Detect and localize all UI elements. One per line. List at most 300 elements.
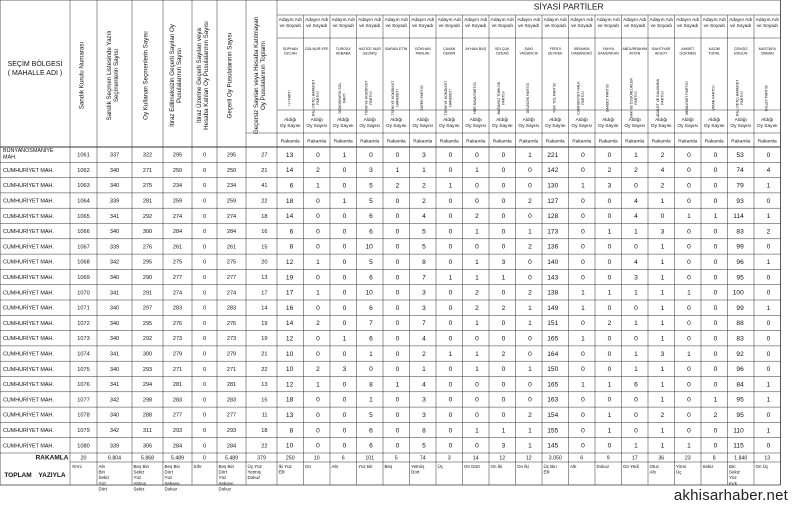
vote-count: 0 <box>316 412 320 419</box>
cell-kullanan: 288 <box>142 412 153 419</box>
total-votes: 36 <box>658 455 665 462</box>
vote-count: 1 <box>607 412 612 419</box>
candidate-name: SAKİ YAĞARCIK <box>519 47 539 56</box>
vote-count: 0 <box>687 366 691 374</box>
cell-sandik: 1067 <box>77 244 90 251</box>
district-name: CUMHURİYET MAH. <box>3 183 54 190</box>
vote-count: 0 <box>634 243 638 251</box>
vote-count: 1 <box>475 427 479 435</box>
vote-count: 0 <box>528 350 532 358</box>
vote-count: 0 <box>528 182 532 190</box>
cell-gecersiz: 17 <box>261 290 268 297</box>
vote-count: 0 <box>342 289 347 297</box>
cell-secmen: 340 <box>109 229 120 236</box>
cell-gecersiz: 21 <box>261 167 268 174</box>
candidate-name: YAHYA SAMURKAN <box>597 47 619 56</box>
total-words-sandik: Yirmi <box>71 464 82 469</box>
vote-count: 1 <box>660 197 665 205</box>
vote-count: 142 <box>547 167 559 175</box>
district-name: CUMHURİYET MAH. <box>3 167 54 174</box>
candidate-label-header: Adayın Adı ve Soyadı <box>543 18 567 29</box>
vote-count: 165 <box>547 381 559 389</box>
vote-count: 93 <box>736 197 744 205</box>
vote-count: 3 <box>422 396 426 404</box>
cell-kullanan: 292 <box>142 213 153 220</box>
cell-sandik: 1076 <box>77 382 90 389</box>
district-name: CUMHURİYET MAH. <box>3 412 54 419</box>
district-name: CUMHURİYET MAH. <box>3 443 54 450</box>
vote-count: 2 <box>634 167 638 175</box>
vote-count: 0 <box>660 213 665 221</box>
vote-count: 0 <box>448 151 453 159</box>
district-name: CUMHURİYET MAH. <box>3 244 54 251</box>
cell-secmen: 337 <box>109 152 120 159</box>
vote-count: 0 <box>581 274 585 282</box>
candidate-label-header: Adayın Adı ve Soyadı <box>517 18 541 29</box>
vote-count: 1 <box>342 151 347 159</box>
vote-count: 2 <box>607 320 612 328</box>
vote-count: 0 <box>607 243 612 251</box>
cell-secmen: 341 <box>109 290 120 297</box>
candidate-label-header: Adayın Adı ve Soyadı <box>278 18 302 29</box>
vote-count: 0 <box>342 167 347 175</box>
vote-count: 13 <box>285 151 294 159</box>
total-words-kullanan: Beş Bin Sekiz Yüz Altmış Sekiz <box>133 464 150 492</box>
candidate-name: BARAN ETİN <box>385 47 408 51</box>
cell-itiraz_gecerli: 283 <box>172 305 183 312</box>
cell-itiraz_gecerli: 277 <box>172 412 183 419</box>
vote-count: 1 <box>660 304 665 312</box>
district-name: CUMHURİYET MAH. <box>3 351 54 358</box>
vote-count: 8 <box>422 259 426 266</box>
district-name: CUMHURİYET MAH. <box>3 213 54 220</box>
vote-count: 140 <box>547 259 559 266</box>
total-votes: 6 <box>341 455 345 462</box>
vote-count: 19 <box>285 274 294 282</box>
vote-count: 2 <box>501 304 506 312</box>
vote-count: 154 <box>547 412 559 419</box>
cell-itiraz_ust: 0 <box>202 275 207 282</box>
votes-received-header: Aldığı Oy Sayısı <box>571 118 593 129</box>
vote-count: 1 <box>607 289 612 297</box>
rakamla-header: Rakamla <box>386 139 406 145</box>
vote-count: 4 <box>634 197 638 205</box>
vote-count: 0 <box>395 151 400 159</box>
vote-count: 1 <box>475 167 479 175</box>
vote-count: 0 <box>395 320 400 328</box>
vote-count: 3 <box>634 274 638 282</box>
vote-count: 0 <box>316 396 320 404</box>
cell-secmen: 342 <box>109 259 120 266</box>
total-kullanan: 5.868 <box>141 455 154 462</box>
cell-itiraz_ust: 0 <box>202 443 207 450</box>
vote-count: 0 <box>501 289 506 297</box>
vote-count: 88 <box>736 320 744 328</box>
vote-count: 0 <box>766 366 771 374</box>
cell-sandik: 1074 <box>77 351 90 358</box>
total-votes-words: Yirmi Üç <box>676 464 687 475</box>
rakamla-header: Rakamla <box>333 139 353 145</box>
candidate-name: CENGİZ ERGÜN <box>733 47 748 56</box>
vote-count: 0 <box>395 427 400 435</box>
party-name: VATAN PARTİSİ <box>711 85 716 111</box>
party-name: GELECEK PARTİSİ <box>525 82 530 114</box>
total-itiraz_ust: 0 <box>203 455 206 462</box>
vote-count: 0 <box>395 274 400 282</box>
votes-received-header: Aldığı Oy Sayısı <box>597 118 619 129</box>
vote-count: 1 <box>660 366 665 374</box>
vote-count: 221 <box>547 151 559 159</box>
vote-count: 0 <box>581 228 585 236</box>
cell-kullanan: 290 <box>142 275 153 282</box>
party-name: MİLLİYETÇİ HAREKETPARTİSİ <box>311 79 320 117</box>
cell-itiraz_ust: 0 <box>202 183 207 190</box>
vote-count: 0 <box>501 381 506 389</box>
vote-count: 1 <box>634 366 638 374</box>
vote-count: 96 <box>736 366 744 374</box>
total-votes-words: On İki <box>517 464 529 469</box>
vote-count: 1 <box>660 381 665 389</box>
vote-count: 8 <box>289 427 294 435</box>
vote-count: 0 <box>607 274 612 282</box>
vote-count: 0 <box>687 304 691 312</box>
vote-count: 92 <box>736 350 744 358</box>
vote-count: 0 <box>316 151 320 159</box>
total-votes-words: On Dört <box>464 464 480 469</box>
cell-gecersiz: 11 <box>261 412 268 419</box>
vote-count: 0 <box>501 335 506 343</box>
cell-gecerli: 234 <box>226 183 237 190</box>
vote-count: 3 <box>369 167 373 175</box>
vote-count: 1 <box>660 243 665 251</box>
candidate-name: AYHAN BAŞ <box>465 47 487 51</box>
vote-count: 0 <box>475 442 479 450</box>
rakamla-header: Rakamla <box>413 139 433 145</box>
total-votes-words: On Yedi <box>623 464 639 469</box>
vote-count: 1 <box>422 167 426 175</box>
vote-count: 12 <box>285 381 294 389</box>
vote-count: 6 <box>369 213 373 221</box>
votes-received-header: Aldığı Oy Sayısı <box>518 118 540 129</box>
vote-count: 1 <box>660 259 665 266</box>
vote-count: 0 <box>607 151 612 159</box>
vote-count: 1 <box>660 396 665 404</box>
vote-count: 0 <box>607 197 612 205</box>
vote-count: 1 <box>422 366 426 374</box>
vote-count: 0 <box>395 412 400 419</box>
party-name: MİLLİYETÇİ HAREKETPARTİSİ <box>735 79 744 117</box>
invalid-ballots-header: Geçersiz Sayılan veya Hesaba KatılmayanOy Pusulalarının Toplamı <box>252 16 268 135</box>
cell-secmen: 340 <box>109 167 120 174</box>
vote-count: 10 <box>365 243 373 251</box>
vote-count: 6 <box>369 442 373 450</box>
vote-count: 0 <box>607 366 612 374</box>
cell-kullanan: 300 <box>142 229 153 236</box>
vote-count: 0 <box>528 396 532 404</box>
vote-count: 1 <box>448 350 453 358</box>
vote-count: 143 <box>547 274 559 282</box>
voters-used-header: Oy Kullanan Seçmenlerin Sayısı <box>142 31 150 120</box>
total-votes-words: İki Yüz Elli <box>278 464 292 475</box>
cell-sandik: 1063 <box>77 183 90 190</box>
cell-gecersiz: 21 <box>261 351 268 358</box>
cell-sandik: 1062 <box>77 167 90 174</box>
total-votes-words: Yetmiş Dört <box>411 464 425 475</box>
votes-received-header: Aldığı Oy Sayısı <box>306 118 328 129</box>
votes-received-header: Aldığı Oy Sayısı <box>544 118 566 129</box>
registered-voters-header: Sandık Seçmen Listesinde YazılıSeçmenlerin Sayısı <box>105 30 121 121</box>
vote-count: 165 <box>547 335 559 343</box>
vote-count: 2 <box>475 213 479 221</box>
vote-count: 150 <box>547 366 559 374</box>
vote-count: 1 <box>475 228 479 236</box>
vote-count: 0 <box>501 151 506 159</box>
district-name: CUMHURİYET MAH. <box>3 427 54 434</box>
vote-count: 0 <box>395 259 400 266</box>
vote-count: 0 <box>581 396 585 404</box>
vote-count: 114 <box>733 213 744 221</box>
cell-gecerli: 259 <box>226 198 237 205</box>
vote-count: 18 <box>285 197 294 205</box>
district-name: CUMHURİYET MAH. <box>3 290 54 297</box>
cell-kullanan: 297 <box>142 305 153 312</box>
rakamla-header: Rakamla <box>678 139 698 145</box>
vote-count: 0 <box>713 228 718 236</box>
vote-count: 0 <box>581 320 585 328</box>
cell-itiraz_ust: 0 <box>202 229 207 236</box>
total-votes: 12 <box>525 455 532 462</box>
vote-count: 0 <box>395 304 400 312</box>
vote-count: 149 <box>547 304 559 312</box>
cell-itiraz_ust: 0 <box>202 244 207 251</box>
vote-count: 0 <box>501 243 506 251</box>
cell-gecerli: 273 <box>226 336 237 343</box>
vote-count: 0 <box>581 243 585 251</box>
cell-kullanan: 322 <box>142 152 153 159</box>
candidate-name: GÖKHAN PARLAK <box>414 47 431 56</box>
vote-count: 1 <box>581 335 585 343</box>
vote-count: 0 <box>634 304 638 312</box>
vote-count: 2 <box>528 197 532 205</box>
vote-count: 3 <box>422 151 426 159</box>
vote-count: 1 <box>634 151 638 159</box>
district-name: CUMHURİYET MAH. <box>3 366 54 373</box>
cell-gecerli: 295 <box>226 152 237 159</box>
vote-count: 0 <box>581 167 585 175</box>
vote-count: 128 <box>547 213 559 221</box>
vote-count: 0 <box>475 412 479 419</box>
vote-count: 6 <box>369 304 373 312</box>
vote-count: 0 <box>448 442 453 450</box>
cell-itiraz_gecerli: 279 <box>172 351 183 358</box>
vote-count: 0 <box>687 396 691 404</box>
vote-count: 0 <box>342 350 347 358</box>
party-name: HÜR DAVA PARTİSİ <box>472 82 477 114</box>
vote-count: 10 <box>365 289 373 297</box>
vote-count: 4 <box>634 213 638 221</box>
vote-count: 14 <box>285 320 294 328</box>
total-votes: 12 <box>499 455 506 462</box>
vote-count: 0 <box>766 289 771 297</box>
cell-itiraz_ust: 0 <box>202 428 207 435</box>
total-votes-words: Altı <box>570 464 577 469</box>
cell-gecersiz: 13 <box>261 275 268 282</box>
vote-count: 0 <box>713 442 718 450</box>
candidate-label-header: Adayın Adı ve Soyadı <box>702 18 726 29</box>
vote-count: 1 <box>766 182 771 190</box>
candidate-name: ABDURRAHİM AYDIN <box>622 47 648 56</box>
political-parties-header: SİYASİ PARTİLER <box>533 1 604 12</box>
cell-secmen: 340 <box>109 183 120 190</box>
total-words-itiraz_gecerli: Beş Bin Dört Yüz Seksen Dokuz <box>164 464 181 492</box>
vote-count: 0 <box>501 412 506 419</box>
cell-kullanan: 295 <box>142 259 153 266</box>
vote-count: 0 <box>316 304 320 312</box>
rakamla-header: Rakamla <box>572 139 592 145</box>
vote-count: 164 <box>547 350 559 358</box>
total-words-gecerli: Beş Bin Dört Yüz Seksen Dokuz <box>218 464 235 492</box>
vote-count: 0 <box>448 259 453 266</box>
cell-itiraz_ust: 0 <box>202 305 207 312</box>
cell-kullanan: 298 <box>142 397 153 404</box>
vote-count: 0 <box>634 412 638 419</box>
cell-gecersiz: 19 <box>261 320 268 327</box>
vote-count: 3 <box>342 366 347 374</box>
total-votes: 101 <box>365 455 375 462</box>
party-name: TÜRKİYE KOMÜNİSTHAREKETİ <box>444 80 453 116</box>
total-votes-words: Beş <box>384 464 393 469</box>
vote-count: 99 <box>736 243 744 251</box>
cell-gecerli: 283 <box>226 305 237 312</box>
candidate-name: İBRAHİM DABANDAĞ <box>571 47 593 56</box>
vote-count: 0 <box>448 320 453 328</box>
totals-label: TOPLAM <box>4 472 32 480</box>
cell-gecersiz: 22 <box>261 366 268 373</box>
district-name: BÜNYANOSMANİYE MAH. <box>3 148 54 161</box>
vote-count: 0 <box>448 381 453 389</box>
cell-itiraz_gecerli: 274 <box>172 213 183 220</box>
vote-count: 0 <box>713 167 718 175</box>
vote-count: 0 <box>342 304 347 312</box>
vote-count: 2 <box>713 412 718 419</box>
vote-count: 1 <box>766 396 771 404</box>
cell-kullanan: 311 <box>143 428 152 435</box>
cell-itiraz_gecerli: 271 <box>172 366 183 373</box>
cell-gecerli: 250 <box>226 167 237 174</box>
vote-count: 0 <box>316 427 320 435</box>
vote-count: 0 <box>687 381 691 389</box>
vote-count: 163 <box>547 396 559 404</box>
vote-count: 173 <box>547 228 559 236</box>
cell-itiraz_ust: 0 <box>202 397 207 404</box>
votes-received-header: Aldığı Oy Sayısı <box>703 118 725 129</box>
vote-count: 1 <box>687 289 691 297</box>
party-name: MEMLEKET PARTİSİ <box>684 81 689 115</box>
vote-count: 2 <box>422 350 426 358</box>
vote-count: 0 <box>448 228 453 236</box>
vote-count: 5 <box>422 243 426 251</box>
vote-count: 0 <box>581 412 585 419</box>
cell-secmen: 340 <box>109 336 120 343</box>
cell-itiraz_gecerli: 259 <box>172 198 183 205</box>
vote-count: 1 <box>369 350 373 358</box>
cell-gecerli: 275 <box>226 259 237 266</box>
vote-count: 1 <box>713 213 718 221</box>
total-votes: 6 <box>580 455 584 462</box>
total-secmen: 6.804 <box>108 455 121 462</box>
vote-count: 0 <box>528 274 532 282</box>
vote-count: 5 <box>422 442 426 450</box>
cell-gecerli: 276 <box>226 320 237 327</box>
vote-count: 0 <box>475 396 479 404</box>
total-votes-words: Üç <box>437 464 443 469</box>
vote-count: 0 <box>395 350 400 358</box>
cell-secmen: 339 <box>109 244 120 251</box>
vote-count: 1 <box>395 167 400 175</box>
cell-gecersiz: 18 <box>261 428 268 435</box>
vote-count: 79 <box>736 182 744 190</box>
total-votes: 10 <box>313 455 320 462</box>
party-name: SAADET PARTİSİ <box>605 83 610 113</box>
vote-count: 4 <box>634 259 638 266</box>
cell-sandik: 1080 <box>77 443 90 450</box>
cell-gecersiz: 20 <box>261 259 268 266</box>
total-votes: 5 <box>394 455 398 462</box>
vote-count: 0 <box>316 274 320 282</box>
vote-count: 0 <box>395 396 400 404</box>
party-name: MİLLET PARTİSİ <box>764 84 769 112</box>
vote-count: 1 <box>581 381 585 389</box>
vote-count: 0 <box>687 274 691 282</box>
candidate-label-header: Adayın Adı ve Soyadı <box>755 18 779 29</box>
vote-count: 0 <box>713 197 718 205</box>
votes-received-header: Aldığı Oy Sayısı <box>677 118 699 129</box>
ballot-box-number-header: Sandık Kurulu Numarası <box>78 41 86 110</box>
vote-count: 0 <box>766 350 771 358</box>
vote-count: 0 <box>581 366 585 374</box>
vote-count: 0 <box>687 259 691 266</box>
candidate-name: FERDİ ZEYREK <box>547 47 563 56</box>
cell-gecerli: 283 <box>226 397 237 404</box>
party-name: ZAFER PARTİSİ <box>419 85 424 111</box>
vote-count: 3 <box>501 442 506 450</box>
total-words-gecersiz: Üç Yüz Yetmiş Dokuz <box>247 464 262 481</box>
vote-count: 0 <box>342 320 347 328</box>
cell-kullanan: 271 <box>142 167 153 174</box>
vote-count: 0 <box>713 350 718 358</box>
votes-received-header: Aldığı Oy Sayısı <box>438 118 460 129</box>
vote-count: 0 <box>713 335 718 343</box>
district-name: CUMHURİYET MAH. <box>3 274 54 281</box>
vote-count: 16 <box>285 304 294 312</box>
vote-count: 0 <box>501 228 506 236</box>
district-name: CUMHURİYET MAH. <box>3 397 54 404</box>
totals-rakamla-label: RAKAMLA <box>35 454 69 462</box>
cell-secmen: 340 <box>109 275 120 282</box>
vote-count: 0 <box>607 335 612 343</box>
cell-itiraz_gecerli: 250 <box>172 167 183 174</box>
cell-itiraz_gecerli: 295 <box>172 152 183 159</box>
vote-count: 1 <box>475 350 479 358</box>
vote-count: 1 <box>634 289 638 297</box>
vote-count: 0 <box>687 412 691 419</box>
cell-gecerli: 271 <box>226 366 237 373</box>
cell-kullanan: 306 <box>142 443 153 450</box>
vote-count: 1 <box>607 427 612 435</box>
vote-count: 1 <box>581 182 585 190</box>
candidate-label-header: Adayın Adı ve Soyadı <box>464 18 488 29</box>
vote-count: 1 <box>316 381 320 389</box>
